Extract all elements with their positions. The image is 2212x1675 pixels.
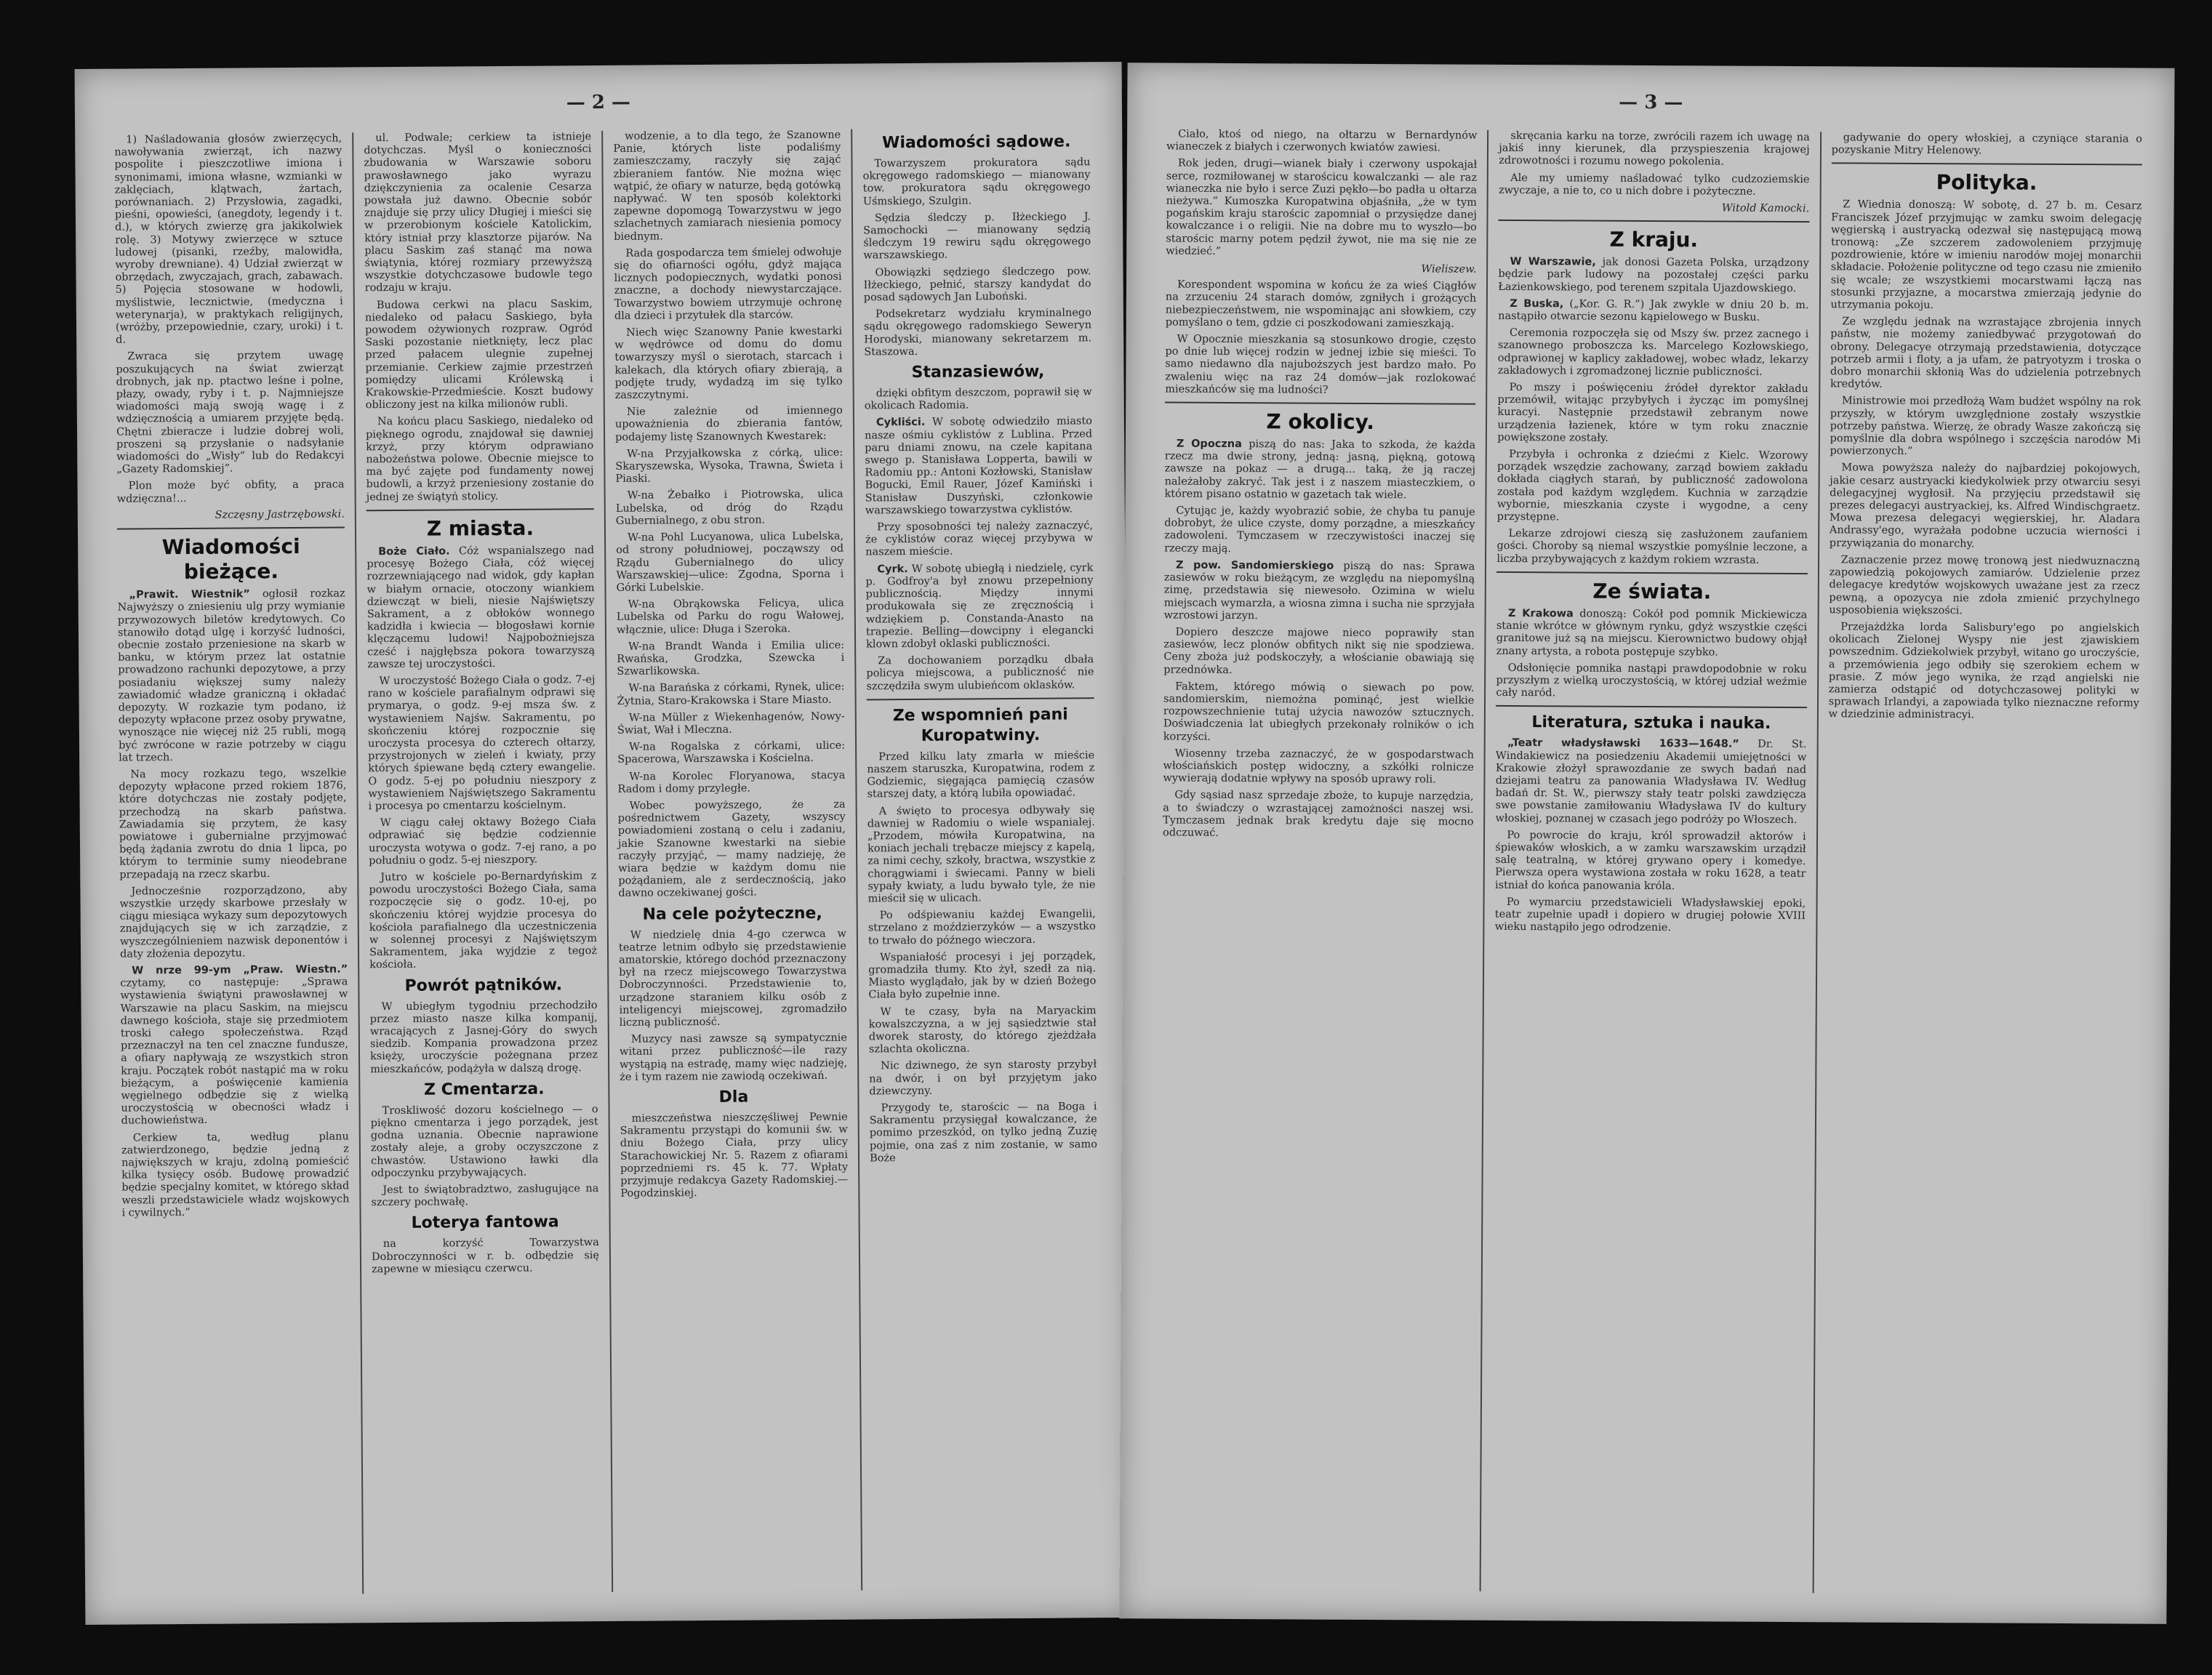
divider	[1165, 402, 1475, 405]
article-body: czytamy, co następuje: „Sprawa wystawienia świątyni prawosławnej w Warszawie na placu Saskim, na miejscu dawnego kościoła, staje się przedmiotem troski całego społeczeństwa. Rząd przeznaczył na ten cel znaczne fundusze, a ofiary napływają ze wszystkich stron kraju. Początek robót nastąpić ma w roku bieżącym, a poświęcenie kamienia węgielnego odbędzie się z wielką uroczystością w obecności władz i duchowieństwa.	[120, 976, 349, 1128]
list-item: W-na Müller z Wiekenhagenów, Nowy-Świat, Wał i Mleczna.	[617, 710, 845, 736]
article-text	[366, 545, 595, 671]
article-text: Ciało, ktoś od niego, na ołtarzu w Bernardynów wianeczek z białych i czerwonych kwiatów zawiesi.	[1166, 128, 1478, 154]
divider	[366, 508, 594, 511]
section-heading: Literatura, sztuka i nauka.	[1531, 713, 1771, 734]
subheading: Z Cmentarza.	[424, 1080, 545, 1099]
article-text	[118, 588, 347, 765]
subheading: Na cele pożyteczne,	[642, 904, 822, 924]
article-text: Odsłonięcie pomnika nastąpi prawdopodobnie w roku przyszłym z wielką uroczystością, w której udział weźmie cały naród.	[1496, 662, 1807, 699]
list-item: W-na Obrąkowska Felicya, ulica Lubelska od Parku do rogu Wałowej, włącznie, ulice: Długa i Szeroka.	[616, 597, 844, 636]
subheading: Wiadomości sądowe.	[882, 132, 1071, 153]
article-text: Przed kilku laty zmarła w mieście naszem staruszka, Kuropatwina, rodem z Godziemic, sięgająca pamięcią czasów starszej daty, a którą lubiła opowiadać.	[867, 750, 1095, 800]
article-text: Przybyła i ochronka z dziećmi z Kielc. Wzorowy porządek wszędzie zachowany, zarząd bowiem zakładu dokłada ciągłych starań, by publiczność zadowolona została pod każdym względem. Kuchnia w zarządzie wybornie, mieszkania czyste i wygodne, a ceny przystępne.	[1496, 449, 1808, 523]
article-body: jak donosi Gazeta Polska, urządzony będzie park ludowy na pozostałej części parku Łazienkowskiego, pod terenem szpitala Ujazdowskiego.	[1498, 256, 1809, 294]
article-text: Dopiero deszcze majowe nieco poprawiły stan zasiewów, lecz plonów obfitych nikt się nie spodziewa. Ceny zboża już podskoczyły, a włościanie obawiają się przednówka.	[1163, 626, 1475, 676]
right-columns	[1149, 128, 2153, 1594]
article-text: Towarzyszem prokuratora sądu okręgowego radomskiego — mianowany tow. prokuratora sądu okręgowego Uśmskiego, Szulgin.	[862, 156, 1091, 208]
lead-in: „Prawit. Wiestnik”	[129, 588, 250, 601]
article-text: Rok jeden, drugi—wianek biały i czerwony uspokajał serce, rozmiłowanej w starościcu kowalczanki — ale raz wianeczka nie było i serce Zuzi pękło—bo padła u ołtarza nieżywa.” Kumoszka Kuropatwina objaśniła, „że w tym pogańskim kraju starościc zapomniał o przysiędze danej kowalczance i o religii. Nie na dobre mu to wyszło—bo starościc marny potem pędził żywot, nie ma się nie ze wiedzieć.”	[1166, 158, 1478, 257]
divider	[1499, 220, 1809, 222]
article-text	[865, 416, 1093, 518]
lead-in: Z Buska,	[1510, 297, 1564, 310]
article-text: Troskliwość dozoru kościelnego — o piękno cmentarza i jego porządek, jest godna uznania. Obecnie naprawione zostały aleje, a groby oczyszczone z chwastów. Ustawiono ławki dla odpoczynku przybywających.	[370, 1103, 599, 1180]
article-text: Przygody te, starościc — na Boga i Sakramentu przysięgał kowalczance, że pomimo przeszkód, on tylko jedną Zuzię pojmie, ona zaś z nim zostanie, w samo Boże	[869, 1101, 1097, 1165]
article-body: donoszą: Cokół pod pomnik Mickiewicza stanie wkrótce w głównym rynku, gdyż wszystkie części granitowe już są na miejscu. Kierownictwo budowy objął znany artysta, a robota postępuje szybko.	[1496, 608, 1808, 659]
article-text	[1498, 256, 1809, 295]
article-body: W sobotę ubiegłą i niedzielę, cyrk p. Godfroy'a był znowu przepełniony publicznością. Między innymi produkowała się ze zręcznością i wdziękiem p. Constanda-Anasto na trapezie. Belling—dowcipny i elegancki klown zdobył oklaski publiczności.	[865, 561, 1094, 651]
article-text: Jest to świątobradztwo, zasługujące na szczery pochwałę.	[371, 1183, 599, 1209]
article-text: Po mszy i poświęceniu źródeł dyrektor zakładu przemówił, witając przybyłych i życząc im pomyślnej kuracyi. Następnie przedstawił zebranym nowe urządzenia łazienek, które w tym roku znacznie powiększone zostały.	[1497, 382, 1808, 444]
lead-in: Cyrk.	[877, 563, 908, 576]
list-item: W-na Korolec Floryanowa, stacya Radom i domy przyległe.	[617, 769, 846, 795]
article-text: Przy sposobności tej należy zaznaczyć, że cyklistów coraz więcej przybywa w naszem mieście.	[865, 520, 1094, 558]
article-text: W ubiegłym tygodniu przechodziło przez miasto nasze kilka kompanij, wracających z Jasnej-Góry do swych siedzib. Kompania prowadzona przez księży, uroczyście pożegnana przez mieszkańców, podążyła w dalszą drogę.	[369, 999, 598, 1075]
page-number: — 3 —	[1619, 91, 1683, 114]
column-3	[1814, 132, 2152, 1594]
lead-in: Cykliści.	[875, 417, 926, 429]
article-text: 1) Naśladowania głosów zwierzęcych, nawoływania zwierząt, ich nazwy pospolite i pieszczotliwe imiona i synonimami, imiona własne, wzmianki w zaklęciach, klątwach, żartach, porównaniach. 2) Przysłowia, zagadki, pieśni, opowieści, (anegdoty, legendy i t. d.), w których zwierzę gra jakikolwiek rolę. 3) Motywy zwierzęce w sztuce ludowej (pisanki, rzeźby, malowidła, wyroby drewniane). 4) Udział zwierząt w obrzędach, zwyczajach, grach, zabawach. 5) Pojęcia stosowane w hodowli, myślistwie, lecznictwie, (medyczna i weterynarja), w praktykach religijnych, (wróżby, przepowiednie, czary, uroki) i t. d.	[114, 132, 344, 346]
article-text: Lekarze zdrojowi cieszą się zasłużonem zaufaniem gości. Choroby są niemal wszystkie pomyślnie leczone, a liczba przybywających z każdym rokiem wzrasta.	[1496, 528, 1808, 566]
right-page	[1119, 63, 2174, 1624]
article-body: Cóż wspanialszego nad procesyę Bożego Ciała, cóż więcej rozrzewniającego nad widok, gdy kapłan w białym ornacie, otoczony wiankiem dziewcząt w bieli, niesie Najświętszy Sakrament, a z obłoków wonnego kadzidła i kwiecia — błogosławi kornie klęczącemu ludowi! Najpobożniejsza cześć i najgłębsza pokora towarzyszą zawsze tej uroczystości.	[366, 544, 596, 670]
article-text	[1164, 559, 1475, 623]
subheading: Stanzasiewów,	[911, 362, 1045, 382]
list-item: W-na Przyjałkowska z córką, ulice: Skaryszewska, Wysoka, Trawna, Świeta i Piaski.	[615, 446, 843, 486]
list-item: W-na Brandt Wanda i Emilia ulice: Rwańska, Grodzka, Szewcka i Szwarlikowska.	[617, 639, 845, 678]
article-text: dzięki obfitym deszczom, poprawił się w okolicach Radomia.	[864, 386, 1092, 412]
article-text: Wspaniałość procesyi i jej porządek, gromadziła tłumy. Kto żył, szedł za nią. Miasto wyglądało, jak by w dzień Bożego Ciała było zupełnie inne.	[868, 950, 1097, 1001]
article-text: Jutro w kościele po-Bernardyńskim z powodu uroczystości Bożego Ciała, sama rozpoczęcie się o godz. 10-ej, po skończeniu której wyjdzie procesya do kościoła parafialnego dla uczestniczenia w solennej procesyi z Najświętszym Sakramentem, jaka wyjdzie z tegoż kościoła.	[369, 870, 598, 971]
column-1	[104, 132, 364, 1595]
subheading: Dla	[718, 1088, 749, 1106]
article-body: W sobotę odwiedziło miasto nasze ośmiu cyklistów z Lublina. Przed paru dniami znowu, na czele kapitana swego p. Stanisława Lopperta, bawili w Radomiu pp.: Antoni Kozłowski, Stanisław Bogucki, Emil Rauer, Józef Kamiński i Stanisław Duszyński, członkowie warszawskiego towarzystwa cyklistów.	[865, 415, 1093, 517]
article-text: Plon może być obfity, a praca wdzięczna!...	[116, 478, 345, 505]
article-text: Gdy sąsiad nasz sprzedaje zboże, to kupuje narzędzia, a to świadczy o wzrastającej zamożności naszej wsi. Tymczasem jednak brak kredytu daje się mocno odczuwać.	[1163, 789, 1474, 839]
column-3	[603, 129, 862, 1592]
article-text: Jednocześnie rozporządzono, aby wszystkie urzędy skarbowe przesłały w ciągu miesiąca wykazy sum depozytowych znajdujących się w ich zarządzie, z wyszczególnieniem nazwisk deponentów i daty złożenia depozytu.	[119, 884, 348, 960]
lead-in: „Teatr władysławski 1633—1648.”	[1507, 737, 1739, 750]
article-text: mieszczeństwa nieszczęśliwej Pewnie Sakramentu przystąpi do komunii św. w dniu Bożego Ciała, przy ulicy Starachowickiej Nr. 5. Razem z ofiarami poprzedniemi rs. 45 k. 77. Wpłaty przyjmuje redakcya Gazety Radomskiej.—Pogodzinskiej.	[620, 1111, 849, 1200]
section-heading: Ze świata.	[1592, 579, 1712, 604]
article-text: Wobec powyższego, że za pośrednictwem Gazety, wszyscy powiadomieni zostaną o celu i zadaniu, jakie Szanowne kwestarki na siebie raczyły przyjąć, — mamy nadzieję, że wiara będzie w każdym domu nie pożądaniem, ale z serdecznością, jako dawno oczekiwanej gości.	[617, 798, 846, 900]
article-text: Obowiązki sędziego śledczego pow. Iłżeckiego, pełnić, starszy kandydat do posad sądowych Jan Luboński.	[863, 265, 1091, 304]
article-text: Za dochowaniem porządku dbała policya miejscowa, a publiczność nie szczędziła swym ulubieńcom oklasków.	[866, 654, 1094, 692]
article-text: W niedzielę dnia 4-go czerwca w teatrze letnim odbyło się przedstawienie amatorskie, którego dochód przeznaczony był na rzecz miejscowego Towarzystwa Dobroczynności. Przedstawienie to, urządzone staraniem kilku osób z inteligencyi miejscowej, zgromadziło liczną publiczność.	[618, 928, 847, 1029]
article-text: Po odśpiewaniu każdej Ewangelii, strzelano z moździerzyków — a wszystko to trwało do późnego wieczora.	[867, 908, 1096, 947]
divider	[1496, 571, 1807, 574]
list-item: W-na Barańska z córkami, Rynek, ulice: Żytnia, Staro-Krakowska i Stare Miasto.	[617, 681, 845, 707]
article-body: („Kor. G. R.”) Jak zwykle w dniu 20 b. m. nastąpiło otwarcie sezonu kąpielowego w Busku.	[1498, 298, 1809, 324]
article-text: Podsekretarz wydziału kryminalnego sądu okręgowego radomskiego Seweryn Horodyski, mianowany sekretarzem m. Staszowa.	[863, 307, 1092, 358]
list-item: W-na Pohl Lucyanowa, ulica Lubelska, od strony południowej, począwszy od Rządu Gubernialnego do ulicy Warszawskiej—ulice: Zgodna, Sporna i Górki Lubelskie.	[616, 530, 844, 594]
article-text: skręcania karku na torze, zwrócili razem ich uwagę na jakiś inny kierunek, dla przyspieszenia krajowej zdrowotności i rozumu nowego pokolenia.	[1499, 130, 1810, 168]
article-body: ogłosił rozkaz Najwyższy o zniesieniu ulg przy wymianie przywozowych biletów kredytowych. Co stanowiło dotąd ulgę i korzyść ludności, obecnie zostało przeniesione na skarb w banku, w którym przez lat ostatnie prowadzono rachunki depozytowe, a przy posiadaniu większej sumy należy zawiadomić władze graniczną i okładać depozyty. W rozkazie tym podano, iż depozyty wpłacone przez osoby prywatne, wynoszące nie więcej niż 25 rubli, mogą być zwrócone w razie potrzeby w ciągu lat trzech.	[117, 587, 347, 764]
article-text: Ministrowie moi przedłożą Wam budżet wspólny na rok przyszły, w którym uwzględnione zostały wszystkie potrzeby państwa. Wierzę, że obrady Wasze zakończą się pomyślnie dla dobra wspólnego i szczęścia narodów Mi powierzonych.”	[1830, 395, 2141, 458]
section-heading: Z kraju.	[1609, 227, 1699, 252]
article-text: Na mocy rozkazu tego, wszelkie depozyty wpłacone przed rokiem 1876, które dotychczas nie zostały podjęte, przechodzą na skarb państwa. Zawiadamia się przytem, że kasy powiatowe i gubernialne przyjmować będą żądania zwrotu do dnia 1 lipca, po którym to terminie sumy nieodebrane przepadają na rzecz skarbu.	[119, 767, 348, 881]
article-text: gadywanie do opery włoskiej, a czyniące starania o pozyskanie Mitry Helenowy.	[1831, 132, 2143, 157]
divider	[117, 527, 345, 530]
section-heading: Z miasta.	[426, 515, 534, 541]
column-2	[1481, 130, 1822, 1593]
divider	[1832, 163, 2142, 166]
article-text	[1164, 438, 1475, 502]
article-body: piszą do nas: Jaka to szkoda, że każda rzecz ma dwie strony, jedną: jasną, piękną, gotową zawsze na pokaz — a drugą... taką, że ją raczej należałoby zakryć. Tak jest i z naszem miasteczkiem, o którem pisano ostatnio w gazetach tak wiele.	[1164, 438, 1476, 502]
article-text: Budowa cerkwi na placu Saskim, niedaleko od pałacu Saskiego, była powodem ożywionych rozpraw. Ogród Saski pozostanie nietknięty, lecz plac przed pałacem ulegnie zupełnej przemianie. Cerkiew zajmie przestrzeń pomiędzy ulicami Królewską i Krakowskie-Przedmieście. Koszt budowy obliczony jest na kilka milionów rubli.	[364, 297, 593, 411]
article-text: Cerkiew ta, według planu zatwierdzonego, będzie jedną z największych w kraju, zdolną pomieścić kilka tysięcy osób. Budowę prowadzić będzie specjalny komitet, w którego skład weszli przedstawiciele władz wojskowych i cywilnych.”	[121, 1130, 350, 1219]
article-text: Cytując je, każdy wyobrazić sobie, że chyba tu panuje dobrobyt, że ulice czyste, domy porządne, a mieszkańcy zadowoleni. Tymczasem w rzeczywistości inaczej się rzeczy mają.	[1164, 505, 1475, 555]
article-text: Przejażdżka lorda Salisbury'ego po angielskich okolicach Zielonej Wyspy nie jest zjawiskiem powszednim. Gdziekolwiek przybył, witano go uroczyście, a przemówienia jego odbiły się szerokiem echem w prasie. Z mów jego wynika, że rząd angielski nie zamierza odstąpić od dotychczasowej polityki w sprawach Irlandyi, a zapowiada tylko nieznaczne reformy w dziedzinie administracyi.	[1828, 621, 2140, 721]
lead-in: Boże Ciało.	[378, 545, 450, 558]
article-text: Sędzia śledczy p. Iłżeckiego J. Samochocki — mianowany sędzią śledczym 19 rewiru sądu okręgowego warszawskiego.	[863, 211, 1091, 262]
list-item: W-na Żebałko i Piotrowska, ulica Lubelska, od dróg do Rządu Gubernialnego, z obu stron.	[615, 489, 843, 527]
left-page	[75, 62, 1133, 1625]
article-text	[865, 562, 1094, 651]
article-text: Na końcu placu Saskiego, niedaleko od pięknego ogrodu, znajdował się dawniej krzyż, przy którym odprawiano nabożeństwa polowe. Obecnie miejsce to ma być zajęte pod fundamenty nowej budowli, a krzyż przeniesiony zostanie do jednej ze świątyń stolicy.	[366, 414, 594, 503]
article-text: Mowa powyższa należy do najbardziej pokojowych, jakie cesarz austryacki kiedykolwiek przy otwarciu sesyi delegacyjnej wygłosił. Na przyjęciu przedstawił się prezes delegacyi austryackiej, ks. Alfred Windischgraetz. Mowa prezesa delegacyi węgierskiej, hr. Aladara Andrassy'ego, wyrażała podobne uczucia wierności i przywiązania do monarchy.	[1829, 462, 2141, 550]
article-text: Niech więc Szanowny Panie kwestarki w wędrówce od domu do domu towarzyszy myśl o sierotach, starcach i kalekach, dla których ofiary zbierają, a podjęte trudy, wydadzą im się tylko zaszczytnymi.	[614, 325, 843, 401]
article-text	[1498, 298, 1809, 325]
article-text: Ceremonia rozpoczęła się od Mszy św. przez zacnego i szanownego proboszcza ks. Marcelego Kozłowskiego, odprawionej w kaplicy zakładowej, wobec władz, lekarzy zakładowych i zgromadzonej licznie publiczności.	[1497, 327, 1809, 378]
article-text: W te czasy, była na Maryackim kowalszczyzna, a w jej sąsiedztwie stał dworek starosty, do którego zjeżdżała szlachta okoliczna.	[868, 1004, 1097, 1056]
signature: Wieliszew.	[1421, 263, 1477, 276]
section-heading: Z okolicy.	[1266, 409, 1375, 435]
article-text: Ale my umiemy naśladować tylko cudzoziemskie zwyczaje, a nie to, co u nich dobre i pożyteczne.	[1498, 172, 1810, 198]
column-1	[1149, 128, 1489, 1591]
article-text: W ciągu całej oktawy Bożego Ciała odprawiać się będzie codziennie uroczysta wotywa o godz. 7-ej rano, a po południu o godz. 5-ej nieszpory.	[368, 816, 597, 867]
article-text: wodzenie, a to dla tego, że Szanowne Panie, których liste podaliśmy zamieszczamy, raczyły się zająć zbieraniem fantów. Nie można więc wątpić, że ofiary w naturze, będą gotówką napływać. W ten sposób kolektorki zapewne dopomogą Towarzystwu w jego szlachetnych zamiarach niesienia pomocy biednym.	[613, 129, 842, 243]
lead-in: Z Krakowa	[1507, 607, 1574, 620]
article-text: W Opocznie mieszkania są stosunkowo drogie, często po dnie lub więcej rodzin w jednej izbie się mieści. To samo niedawno dla najuboższych jest bardzo mało. Po zwaleniu więc na raz 24 domów—jak rozlokować mieszkańców się ma ludności?	[1165, 333, 1476, 396]
article-text: A święto to procesya odbywały się dawniej w Radomiu o wiele wspanialej. „Przodem, mówiła Kuropatwina, na koniach jechali trębacze miejscy z kapelą, za nimi cechy, szkoły, bractwa, wszystkie z chorągwiami i świecami. Panny w bieli sypały kwiaty, a ludu bywało tyle, że nie mieścił się w ulicach.	[867, 803, 1096, 905]
lead-in: W nrze 99-ym „Praw. Wiestn.”	[132, 963, 348, 977]
divider	[867, 697, 1094, 700]
article-text: Nic dziwnego, że syn starosty przybył na dwór, i on był przyjętym jako dziewczyny.	[869, 1059, 1097, 1098]
article-text: Wiosenny trzeba zaznaczyć, że w gospodarstwach włościańskich postęp widoczny, a szkółki rolnicze wywierają dodatnie wpływy na sposób uprawy roli.	[1163, 747, 1475, 786]
article-text: ul. Podwale; cerkiew ta istnieje dotychczas. Myśl o konieczności zbudowania w Warszawie soboru prawosławnego jako wyrazu dziękczynienia za ocalenie Cesarza powstała już dawno. Obecnie sobór znajduje się przy ulicy Długiej i mieści się w przerobionym kościele Katolickim, który istniał przy klasztorze pijarów. Na placu Saskim zaś stanąć ma nowa świątynia, której rozmiary przewyższą wszystkie dotychczasowe budowle tego rodzaju w kraju.	[364, 131, 593, 294]
subheading: Loterya fantowa	[411, 1213, 559, 1233]
left-columns	[104, 127, 1110, 1596]
article-text: Muzycy nasi zawsze są sympatycznie witani przez publiczność—ile razy wystąpią na estradę, mamy więc nadzieję, że i tym razem nie zawiodą oczekiwań.	[619, 1032, 848, 1083]
article-text	[1495, 737, 1806, 827]
article-body: piszą do nas: Sprawa zasiewów w roku bieżącym, ze względu na niepomyślną zimę, przedstawia się niewesoło. Ozimina w wielu miejscach wymarzła, a wiosna zimna i sucha nie sprzyjała wzrostowi jarzyn.	[1163, 560, 1475, 622]
article-text: Zwraca się przytem uwagę poszukujących na świat zwierząt drobnych, jak np. ptactwo leśne i polne, płazy, owady, ryby i t. p. Najmniejsze wiadomości mają swoją wagę i z wdzięcznością a umiarem przyjęte będą. Chętni zbieracze i ludzie dobrej woli, proszeni są przysłanie o nadsyłanie wiadomości do „Wisły” lub do Redakcyi „Gazety Radomskiej”.	[116, 349, 345, 475]
article-text: na korzyść Towarzystwa Dobroczynności w r. b. odbędzie się zapewne w miesiącu czerwcu.	[371, 1237, 600, 1276]
article-text: Rada gospodarcza tem śmielej odwołuje się do ofiarności ogółu, gdyż mająca licznych podopiecznych, wydatki ponosi znaczne, a dochody niewystarczające. Towarzystwo bowiem utrzymuje ochronę dla dzieci i przytułek dla starców.	[614, 246, 842, 322]
subheading: Ze wspomnień pani Kuropatwiny.	[892, 705, 1068, 745]
signature: Szczęsny Jastrzębowski.	[215, 508, 345, 521]
divider	[1496, 705, 1806, 708]
column-2	[353, 131, 613, 1594]
page-number: — 2 —	[566, 91, 631, 114]
article-text: Po powrocie do kraju, król sprowadził aktorów i śpiewaków włoskich, a w zamku warszawskim urządził salę teatralną, w której grywano opery i komedye. Pierwsza opera wystawiona została w roku 1628, a teatr istniał do końca panowania króla.	[1494, 829, 1806, 892]
lead-in: Z pow. Sandomierskiego	[1175, 559, 1334, 572]
signature: Witold Kamocki.	[1721, 202, 1810, 215]
article-text: Ze względu jednak na wzrastające zbrojenia innych państw, nie możemy zaniedbywać przygotowań do obrony. Delegacye otrzymają przedstawienia, dotyczące potrzeb armii i floty, a ja ufam, że patryotyzm i troska o dobro monarchii skłonią Was do udzielenia potrzebnych kredytów.	[1830, 316, 2141, 390]
article-text: Korespondent wspomina w końcu że za wieś Ciągłów na zrzuceniu 24 starach domów, zgniłych i grożących niebezpieczeństwem, nie wspominając ani słowkiem, czy pomyślano o tem, gdzie ci poszkodowani zamieszkają.	[1165, 278, 1477, 330]
subheading: Powrót pątników.	[404, 975, 563, 995]
article-text: Zaznaczenie przez mowę tronową jest niedwuznaczną zapowiedzią pokojowych zamiarów. Udzielenie przez delegacye kredytów wojskowych uważane jest za rzecz pewną, a opozycya nie zdoła zmienić przychylnego usposobienia większości.	[1829, 554, 2141, 616]
article-text: Po wymarciu przedstawicieli Władysławskiej epoki, teatr zupełnie upadł i dopiero w drugiej połowie XVIII wieku nastąpiło jego odrodzenie.	[1494, 896, 1806, 934]
article-text: W uroczystość Bożego Ciała o godz. 7-ej rano w kościele parafialnym odprawi się prymarya, o godz. 9-ej msza św. z wystawieniem Najśw. Sakramentu, po skończeniu której rozpocznie się uroczysta procesya do czterech ołtarzy, przystrojonych w zieleń i kwiaty, przy których śpiewane będą cztery ewangelie. O godz. 5-ej po południu nieszpory z wystawieniem Najświętszego Sakramentu i procesya po cmentarzu kościelnym.	[367, 673, 596, 813]
article-text	[1496, 608, 1808, 659]
lead-in: Z Opoczna	[1176, 438, 1242, 451]
section-heading: Polityka.	[1936, 170, 2037, 196]
article-text: Z Wiednia donoszą: W sobotę, d. 27 b. m. Cesarz Franciszek Józef przyjmując w zamku swoim delegację węgierską i austryacką odezwał się następującą mową tronową: „Ze szczerem zadowoleniem przyjmuję pozdrowienie, które w imieniu narodów mojej monarchii składacie. Położenie polityczne od tego czasu nie zmieniło się wcale; ze wszystkiemi mocarstwami łączą nas stosunki przyjazne, a mocarstwa zmierzają jedynie do utrzymania pokoju.	[1830, 198, 2142, 312]
lead-in: W Warszawie,	[1510, 256, 1596, 268]
article-body: Dr. St. Windakiewicz na posiedzeniu Akademii umiejętności w Krakowie złożył sprawozdanie ze swych badań nad dziejami teatru za panowania Władysława IV. Według badań dr. St. W., pierwszy stały teatr polski zawdzięcza swe powstanie zamiłowaniu Władysława IV do kultury włoskiej, poznanej w czasach jego podróży po Włoszech.	[1495, 739, 1807, 826]
section-heading: Wiadomości bieżące.	[161, 534, 300, 585]
article-text	[120, 963, 349, 1128]
list-item: W-na Rogalska z córkami, ulice: Spacerowa, Warszawska i Kościelna.	[617, 739, 846, 766]
column-4	[852, 127, 1110, 1590]
article-text: Nie zależnie od imiennego upoważnienia do zbierania fantów, podajemy listę Szanownych Kwestarek:	[614, 404, 843, 443]
article-text: Faktem, którego mówią o siewach po pow. sandomierskim, niemożna pominąć, jest wielkie rozpowszechnienie tutaj użycia nawozów sztucznych. Doświadczenia lat ubiegłych przekonały rolników o ich korzyści.	[1163, 680, 1475, 743]
